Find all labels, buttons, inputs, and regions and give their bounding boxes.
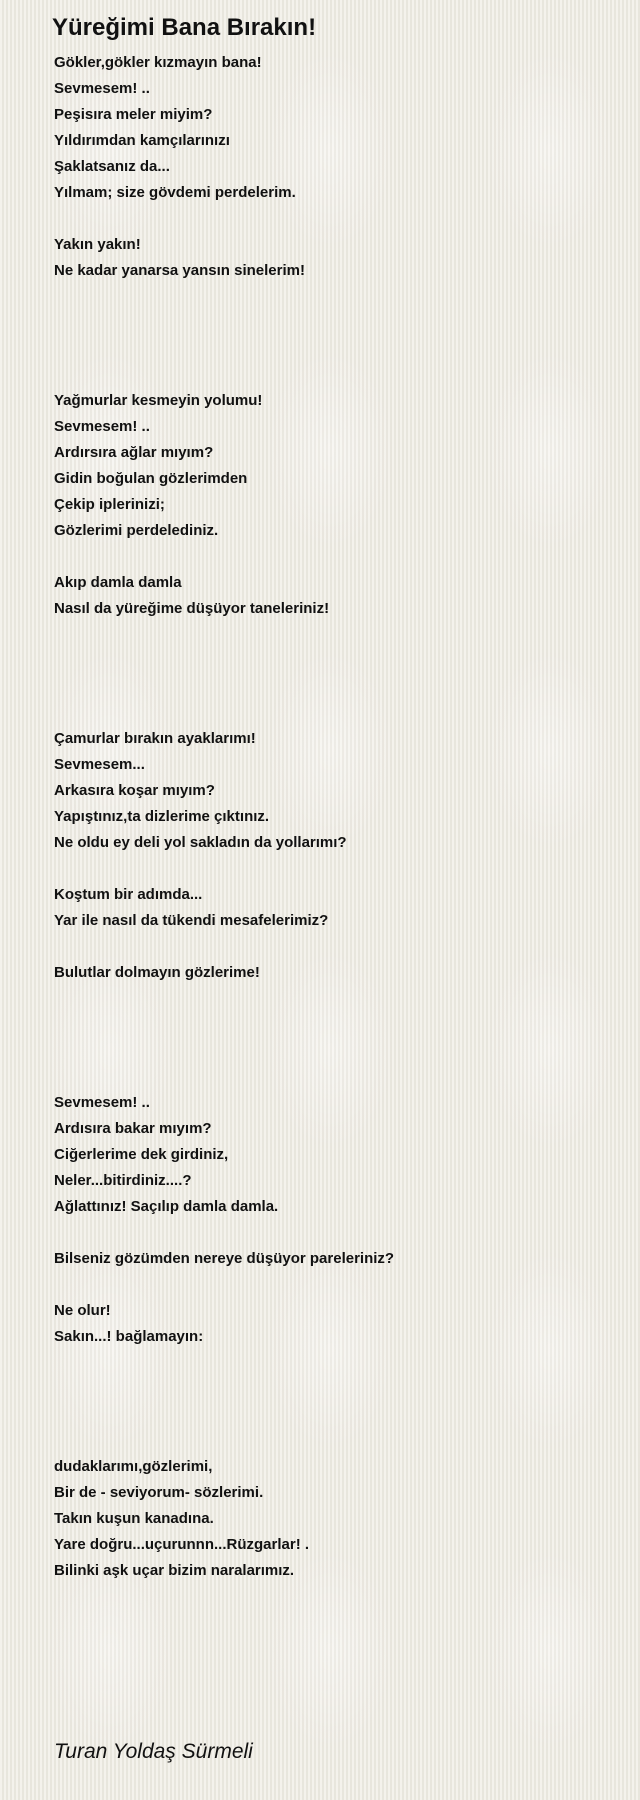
stanza-gap	[54, 1350, 614, 1454]
line-gap	[54, 544, 614, 570]
author-signature: Turan Yoldaş Sürmeli	[54, 1740, 253, 1763]
line-gap	[54, 206, 614, 232]
poem-line: Gidin boğulan gözlerimden	[54, 470, 248, 487]
stanza-gap	[54, 622, 614, 726]
poem-line: Neler...bitirdiniz....?	[54, 1172, 192, 1189]
stanza-4	[54, 1090, 614, 1350]
stanza-gap	[54, 986, 614, 1090]
poem-line: Takın kuşun kanadına.	[54, 1510, 214, 1527]
poem-line: Ne olur!	[54, 1302, 111, 1319]
poem-line: Ardırsıra ağlar mıyım?	[54, 444, 214, 461]
poem-line: Koştum bir adımda...	[54, 886, 203, 903]
poem-line: Yapıştınız,ta dizlerime çıktınız.	[54, 808, 270, 825]
poem-body	[54, 50, 614, 1584]
stanza-3	[54, 726, 614, 986]
line-gap	[54, 1272, 614, 1298]
stanza-1	[54, 50, 614, 284]
poem-line: Bulutlar dolmayın gözlerime!	[54, 964, 260, 981]
poem-line: Sakın...! bağlamayın:	[54, 1328, 204, 1345]
poem-line: Gökler,gökler kızmayın bana!	[54, 54, 262, 71]
poem-line: Bir de - seviyorum- sözlerimi.	[54, 1484, 264, 1501]
poem-line: Peşisıra meler miyim?	[54, 106, 213, 123]
poem-line: Sevmesem...	[54, 756, 145, 773]
poem-line: Sevmesem! ..	[54, 1094, 150, 1111]
stanza-gap	[54, 284, 614, 388]
poem-line: Çekip iplerinizi;	[54, 496, 165, 513]
poem-line: Akıp damla damla	[54, 574, 182, 591]
poem-line: Yıldırımdan kamçılarınızı	[54, 132, 230, 149]
poem-line: Şaklatsanız da...	[54, 158, 170, 175]
line-gap	[54, 1220, 614, 1246]
poem-line: Yakın yakın!	[54, 236, 141, 253]
poem-line: Bilinki aşk uçar bizim naralarımız.	[54, 1562, 295, 1579]
line-gap	[54, 856, 614, 882]
poem-line: Yılmam; size gövdemi perdelerim.	[54, 184, 296, 201]
poem-line: Ne oldu ey deli yol sakladın da yollarımı?	[54, 834, 347, 851]
poem-line: Nasıl da yüreğime düşüyor taneleriniz!	[54, 600, 330, 617]
poem-line: Çamurlar bırakın ayaklarımı!	[54, 730, 256, 747]
poem-line: Ardısıra bakar mıyım?	[54, 1120, 212, 1137]
poem-line: Yare doğru...uçurunnn...Rüzgarlar! .	[54, 1536, 310, 1553]
poem-line: Ağlattınız! Saçılıp damla damla.	[54, 1198, 279, 1215]
poem-line: Sevmesem! ..	[54, 80, 150, 97]
poem-line: Gözlerimi perdelediniz.	[54, 522, 219, 539]
poem-line: Bilseniz gözümden nereye düşüyor pareleriniz?	[54, 1250, 395, 1267]
poem-line: Yar ile nasıl da tükendi mesafelerimiz?	[54, 912, 329, 929]
stanza-2	[54, 388, 614, 622]
poem-line: Ne kadar yanarsa yansın sinelerim!	[54, 262, 305, 279]
poem-line: Ciğerlerime dek girdiniz,	[54, 1146, 229, 1163]
stanza-5	[54, 1454, 614, 1584]
poem-line: Yağmurlar kesmeyin yolumu!	[54, 392, 263, 409]
poem-line: Sevmesem! ..	[54, 418, 150, 435]
line-gap	[54, 934, 614, 960]
poem-line: dudaklarımı,gözlerimi,	[54, 1458, 213, 1475]
poem-title: Yüreğimi Bana Bırakın!	[52, 14, 317, 41]
poem-line: Arkasıra koşar mıyım?	[54, 782, 215, 799]
